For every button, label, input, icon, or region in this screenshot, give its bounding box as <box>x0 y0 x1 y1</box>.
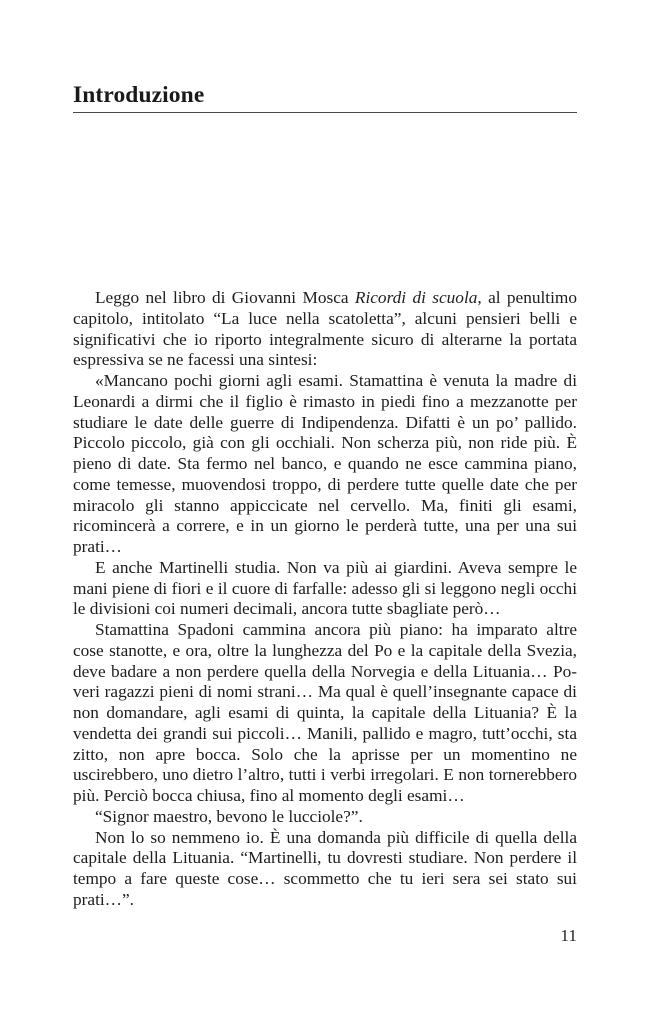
paragraph-1-text-end: , al penultimo capitolo, intitolato “La luce nella scatoletta”, alcuni pensieri belli e significativi che io riporto integralmente sicuro di alterarne la portata espressiva se ne facessi una sintesi: <box>73 288 577 370</box>
body-text <box>73 288 577 911</box>
paragraph-4: Stamattina Spadoni cammina ancora più piano: ha imparato altre cose stanotte, e ora, oltre la lunghezza del Po e la capitale della Svezia, deve badare a non perdere quella della Norvegia e della Lituania… Poveri ragazzi pieni di nomi strani… Ma qual è quell’insegnante capace di non domandare, agli esami di quinta, la capitale della Lituania? È la vendetta dei grandi sui piccoli… Manili, pallido e magro, tutt’occhi, sta zitto, non apre bocca. Solo che la aprisse per un momentino ne uscirebbero, uno dietro l’altro, tutti i verbi irregolari. E non tornerebbero più. Perciò bocca chiusa, fino al momento degli esami… <box>73 620 577 805</box>
paragraph-3: E anche Martinelli studia. Non va più ai giardini. Aveva sempre le mani piene di fiori e il cuore di farfalle: adesso gli si leggono negli occhi le divisioni coi numeri decimali, ancora tutte sbagliate però… <box>73 557 577 619</box>
heading-rule-divider <box>73 112 577 113</box>
paragraph-6: Non lo so nemmeno io. È una domanda più difficile di quella della capitale della Lituania. “Martinelli, tu dovresti studiare. Non perdere il tempo a fare queste cose… scommetto che tu ieri sera sei stato sui prati…”. <box>73 827 577 909</box>
book-title-italic: Ricordi di scuola <box>354 288 478 307</box>
paragraph-1 <box>73 288 577 371</box>
paragraph-2: «Mancano pochi giorni agli esami. Stamattina è venuta la madre di Leonardi a dirmi che il figlio è rimasto in piedi fino a mezzanotte per studiare le date delle guerre di Indipendenza. Difatti è un po’ pallido. Piccolo piccolo, già con gli occhiali. Non scherza più, non ride più. È pieno di date. Sta fermo nel banco, e quando ne esce cammina piano, come temesse, muovendosi troppo, di perdere tutte quelle date che per miracolo gli stanno appiccicate nel cervello. Ma, finiti gli esami, ricomincerà a correre, e in un giorno le perderà tutte, una per una sui prati… <box>73 371 577 556</box>
paragraph-1-text-start: Leggo nel libro di Giovanni Mosca <box>95 288 355 307</box>
chapter-heading: Introduzione <box>73 82 205 108</box>
paragraph-5: “Signor maestro, bevono le lucciole?”. <box>95 806 363 826</box>
page-number: 11 <box>560 926 577 945</box>
